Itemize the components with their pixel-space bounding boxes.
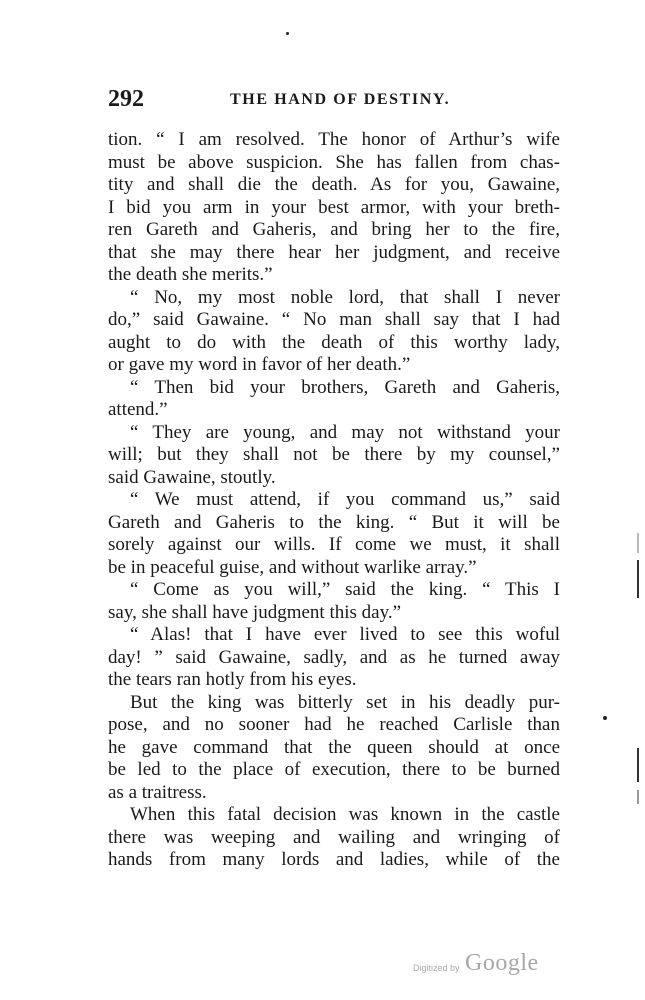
text-line: “ Come as you will,” said the king. “ This I (130, 579, 560, 600)
google-logo: Google (465, 950, 539, 976)
text-line: Gareth and Gaheris to the king. “ But it will be (108, 511, 560, 533)
text-line: say, she shall have judgment this day.” (108, 601, 402, 623)
text-line: be led to the place of execution, there to be burned (108, 759, 560, 780)
text-line: ren Gareth and Gaheris, and bring her to the fire, (108, 219, 560, 240)
text-line: be in peaceful guise, and without warlike array.” (108, 556, 477, 578)
text-line: that she may there hear her judgment, and receive (108, 241, 560, 263)
text-line: the tears ran hotly from his eyes. (108, 669, 357, 690)
text-line: as a traitress. (108, 781, 207, 803)
text-line: hands from many lords and ladies, while of the (108, 849, 560, 870)
text-line: day! ” said Gawaine, sadly, and as he turned away (108, 646, 560, 668)
page-header (108, 86, 560, 112)
text-line: do,” said Gawaine. “ No man shall say that I had (108, 309, 560, 330)
margin-mark (637, 533, 639, 553)
margin-mark (637, 790, 639, 804)
text-line: I bid you arm in your best armor, with your breth- (108, 196, 560, 218)
margin-dot (603, 716, 607, 720)
text-line: he gave command that the queen should at once (108, 736, 560, 758)
text-line: “ Then bid your brothers, Gareth and Gaheris, (130, 376, 560, 398)
text-line: pose, and no sooner had he reached Carlisle than (108, 714, 560, 735)
text-line: But the king was bitterly set in his deadly pur- (130, 691, 560, 713)
body-text (108, 129, 560, 872)
running-title: THE HAND OF DESTINY. (230, 91, 451, 108)
text-line: “ We must attend, if you command us,” said (130, 489, 560, 510)
text-line: will; but they shall not be there by my counsel,” (108, 444, 560, 465)
text-line: said Gawaine, stoutly. (108, 466, 276, 488)
digitized-by-google-watermark (413, 950, 553, 980)
text-line: there was weeping and wailing and wringing of (108, 826, 560, 848)
text-line: tion. “ I am resolved. The honor of Arthur’s wife (108, 129, 560, 150)
scan-speck (286, 32, 289, 35)
text-line: must be above suspicion. She has fallen from chas- (108, 151, 560, 173)
text-line: “ Alas! that I have ever lived to see this woful (130, 624, 560, 645)
text-line: “ They are young, and may not withstand your (130, 421, 560, 443)
text-line: “ No, my most noble lord, that shall I never (130, 286, 560, 308)
text-line: When this fatal decision was known in the castle (130, 804, 560, 825)
text-line: or gave my word in favor of her death.” (108, 354, 411, 375)
text-line: tity and shall die the death. As for you, Gawaine, (108, 174, 560, 195)
text-line: the death she merits.” (108, 264, 273, 285)
margin-mark (637, 748, 639, 782)
watermark-prefix: Digitized by (413, 963, 460, 973)
text-line: aught to do with the death of this worthy lady, (108, 331, 560, 353)
margin-mark (637, 560, 639, 598)
text-line: sorely against our wills. If come we must, it shall (108, 534, 560, 555)
page-number: 292 (108, 86, 144, 112)
text-line: attend.” (108, 399, 168, 420)
